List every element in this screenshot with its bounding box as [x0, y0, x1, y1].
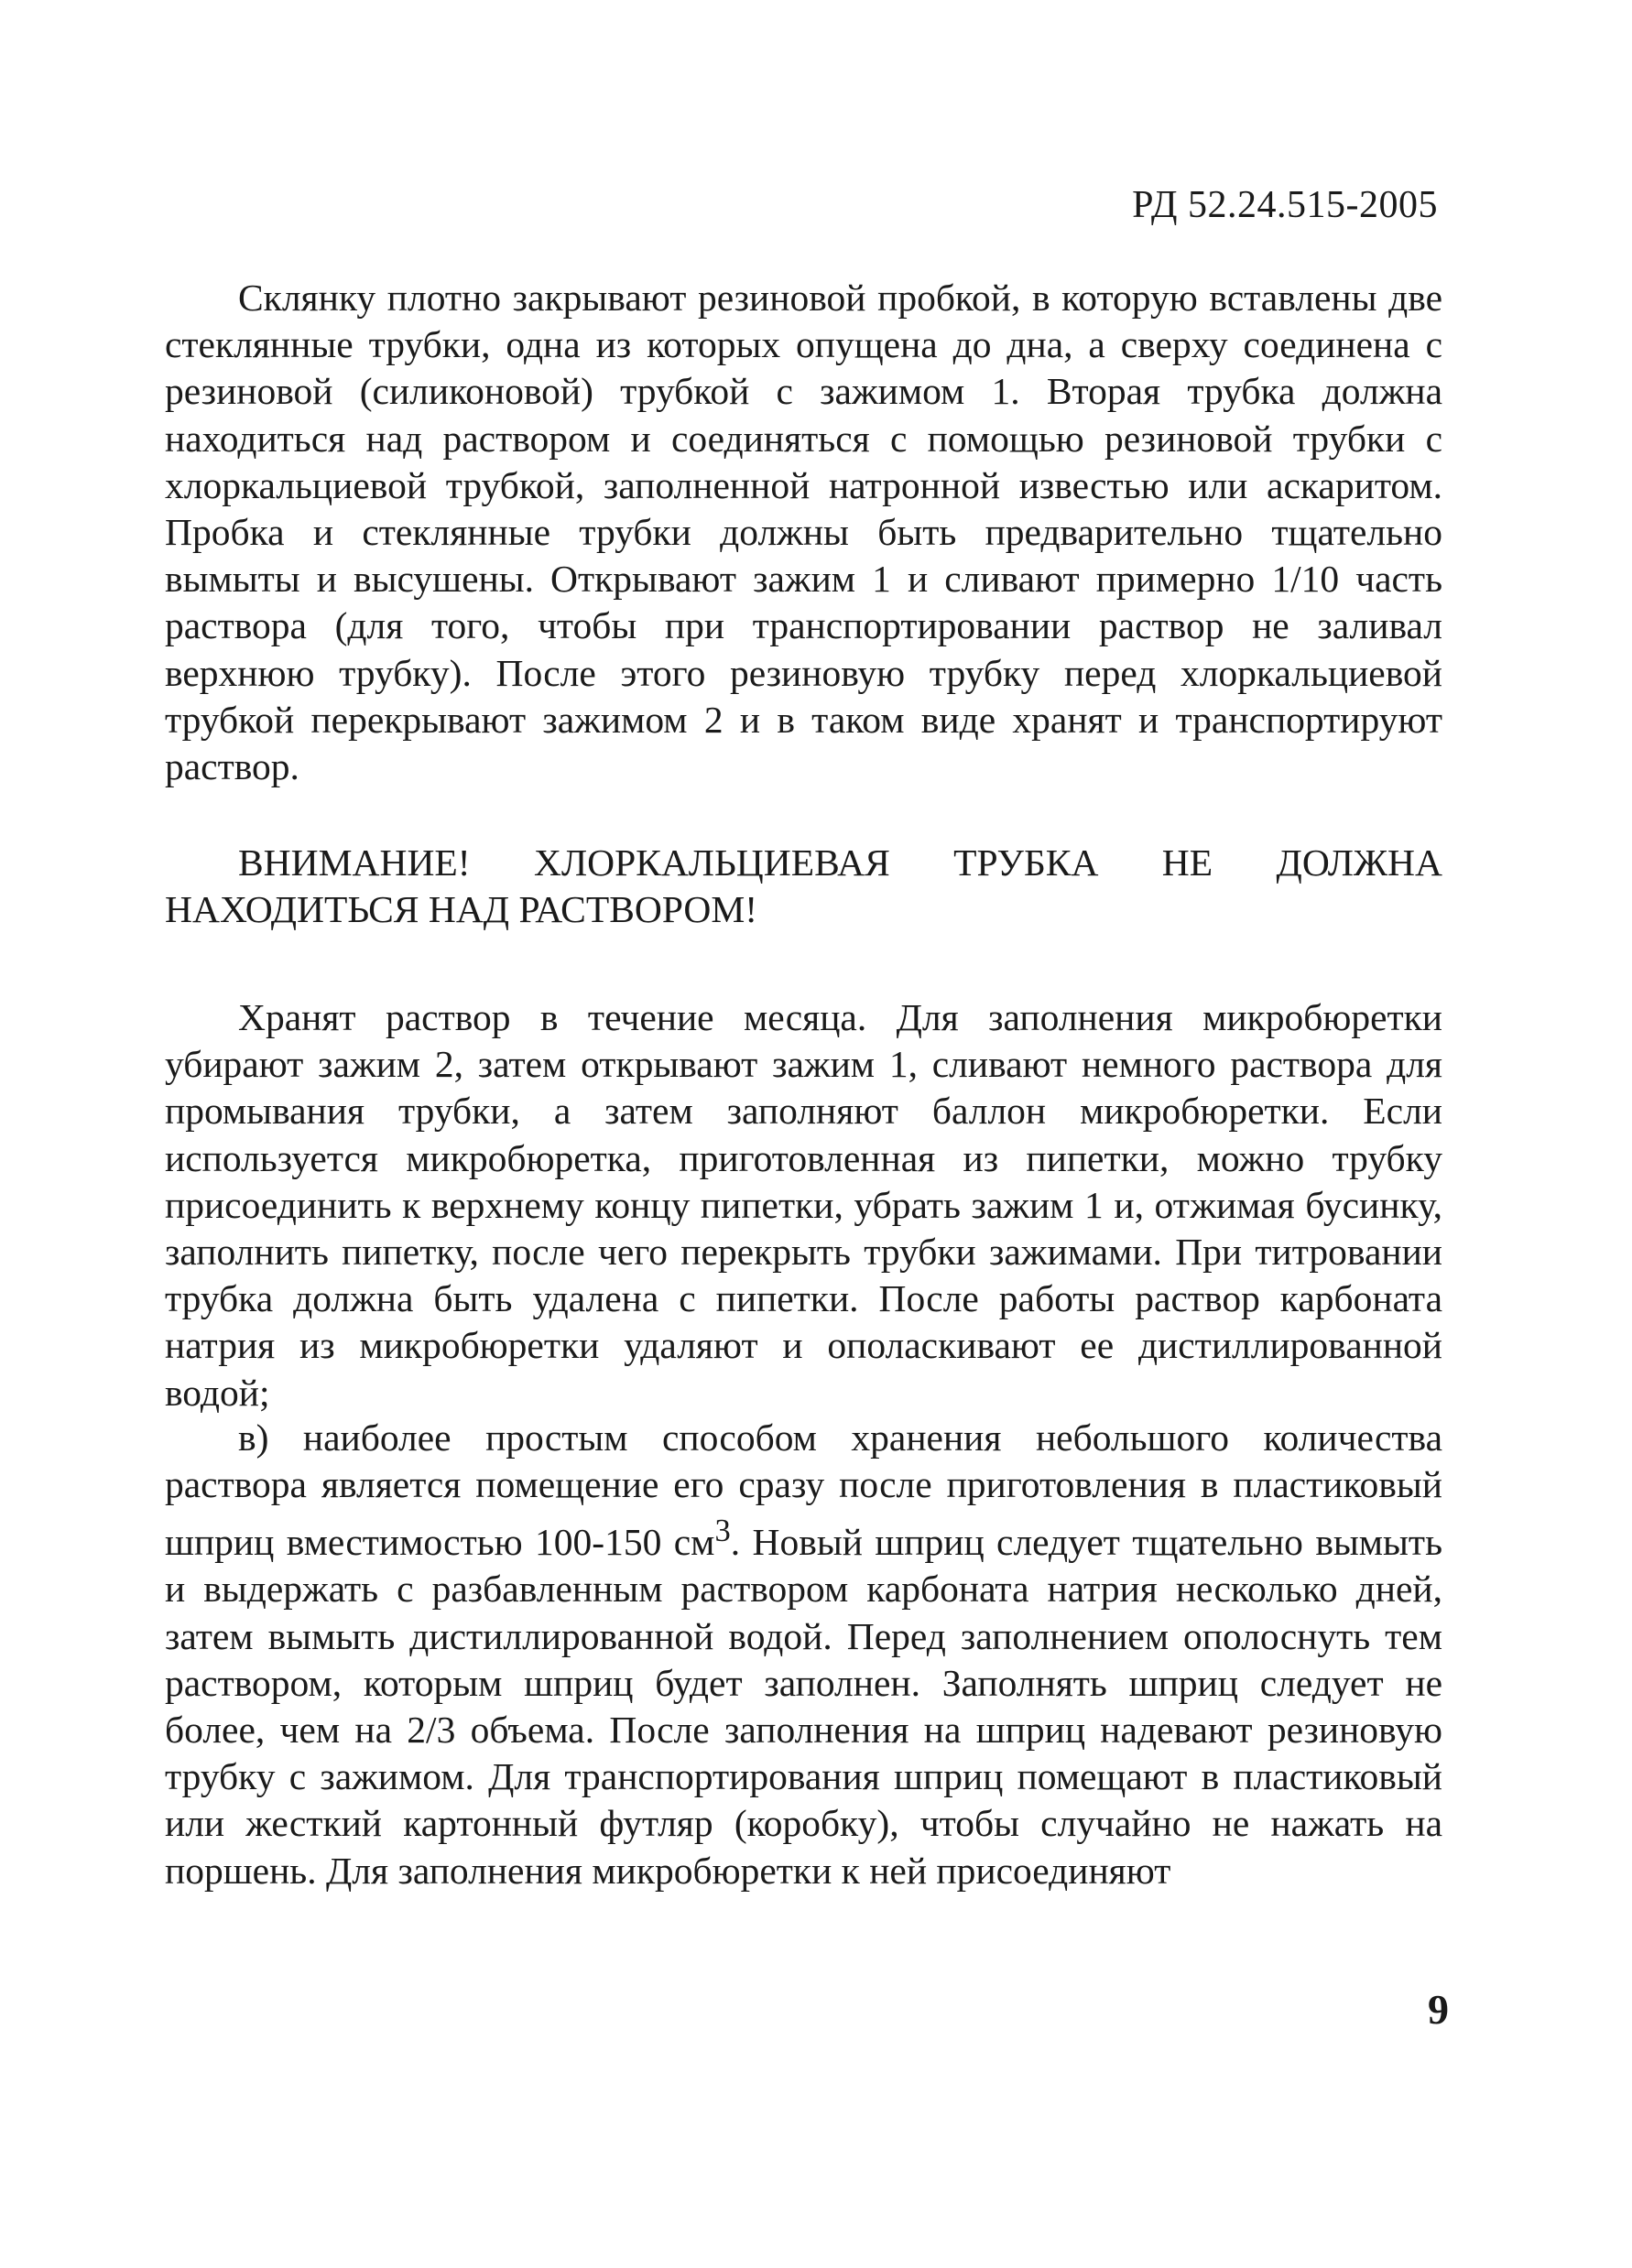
paragraph-text-part: . Новый шприц следует тщательно вымыть и выдержать с разбавленным раствором карбоната натрия несколько дней, затем вымыть дистиллированной водой. Перед заполнением ополоснуть тем раствором, которым шприц будет заполнен. Заполнять шприц следует не более, чем на 2/3 объема. После заполнения на шприц надевают резиновую трубку с зажимом. Для транспортирования шприц помещают в пластиковый или жесткий картонный футляр (коробку), чтобы случайно не нажать на поршень. Для заполнения микробюретки к ней присоединяют: [165, 1521, 1442, 1892]
paragraph-text: [165, 1415, 1442, 1894]
paragraph-text: Хранят раствор в течение месяца. Для заполнения микробюретки убирают зажим 2, затем открывают зажим 1, сливают немного раствора для промывания трубки, а затем заполняют баллон микробюретки. Если используется микробюретка, приготовленная из пипетки, можно трубку присоединить к верхнему концу пипетки, убрать зажим 1 и, отжимая бусинку, заполнить пипетку, после чего перекрыть трубки зажимами. При титровании трубка должна быть удалена с пипетки. После работы раствор карбоната натрия из микробюретки удаляют и ополаскивают ее дистиллированной водой;: [165, 996, 1442, 1414]
paragraph-storage: [165, 994, 1442, 1416]
document-code: РД 52.24.515-2005: [1132, 184, 1438, 226]
warning-paragraph: [165, 840, 1442, 933]
superscript-unit: 3: [714, 1514, 731, 1549]
page-number: 9: [1428, 1986, 1449, 2033]
warning-text: ВНИМАНИЕ! ХЛОРКАЛЬЦИЕВАЯ ТРУБКА НЕ ДОЛЖНА НАХОДИТЬСЯ НАД РАСТВОРОМ!: [165, 841, 1442, 931]
paragraph-syringe-storage: [165, 1415, 1442, 1894]
paragraph-stopper-setup: [165, 275, 1442, 790]
paragraph-text-part: в) наиболее простым способом хранения небольшого количества раствора является помещение его сразу после приготовления в пластиковый шприц вместимостью 100-150 см: [165, 1416, 1442, 1564]
paragraph-text: Склянку плотно закрывают резиновой пробкой, в которую вставлены две стеклянные трубки, одна из которых опущена до дна, а сверху соединена с резиновой (силиконовой) трубкой с зажимом 1. Вторая трубка должна находиться над раствором и соединяться с помощью резиновой трубки с хлоркальциевой трубкой, заполненной натронной известью или аскаритом. Пробка и стеклянные трубки должны быть предварительно тщательно вымыты и высушены. Открывают зажим 1 и сливают примерно 1/10 часть раствора (для того, чтобы при транспортировании раствор не заливал верхнюю трубку). После этого резиновую трубку перед хлоркальциевой трубкой перекрывают зажимом 2 и в таком виде хранят и транспортируют раствор.: [165, 277, 1442, 788]
